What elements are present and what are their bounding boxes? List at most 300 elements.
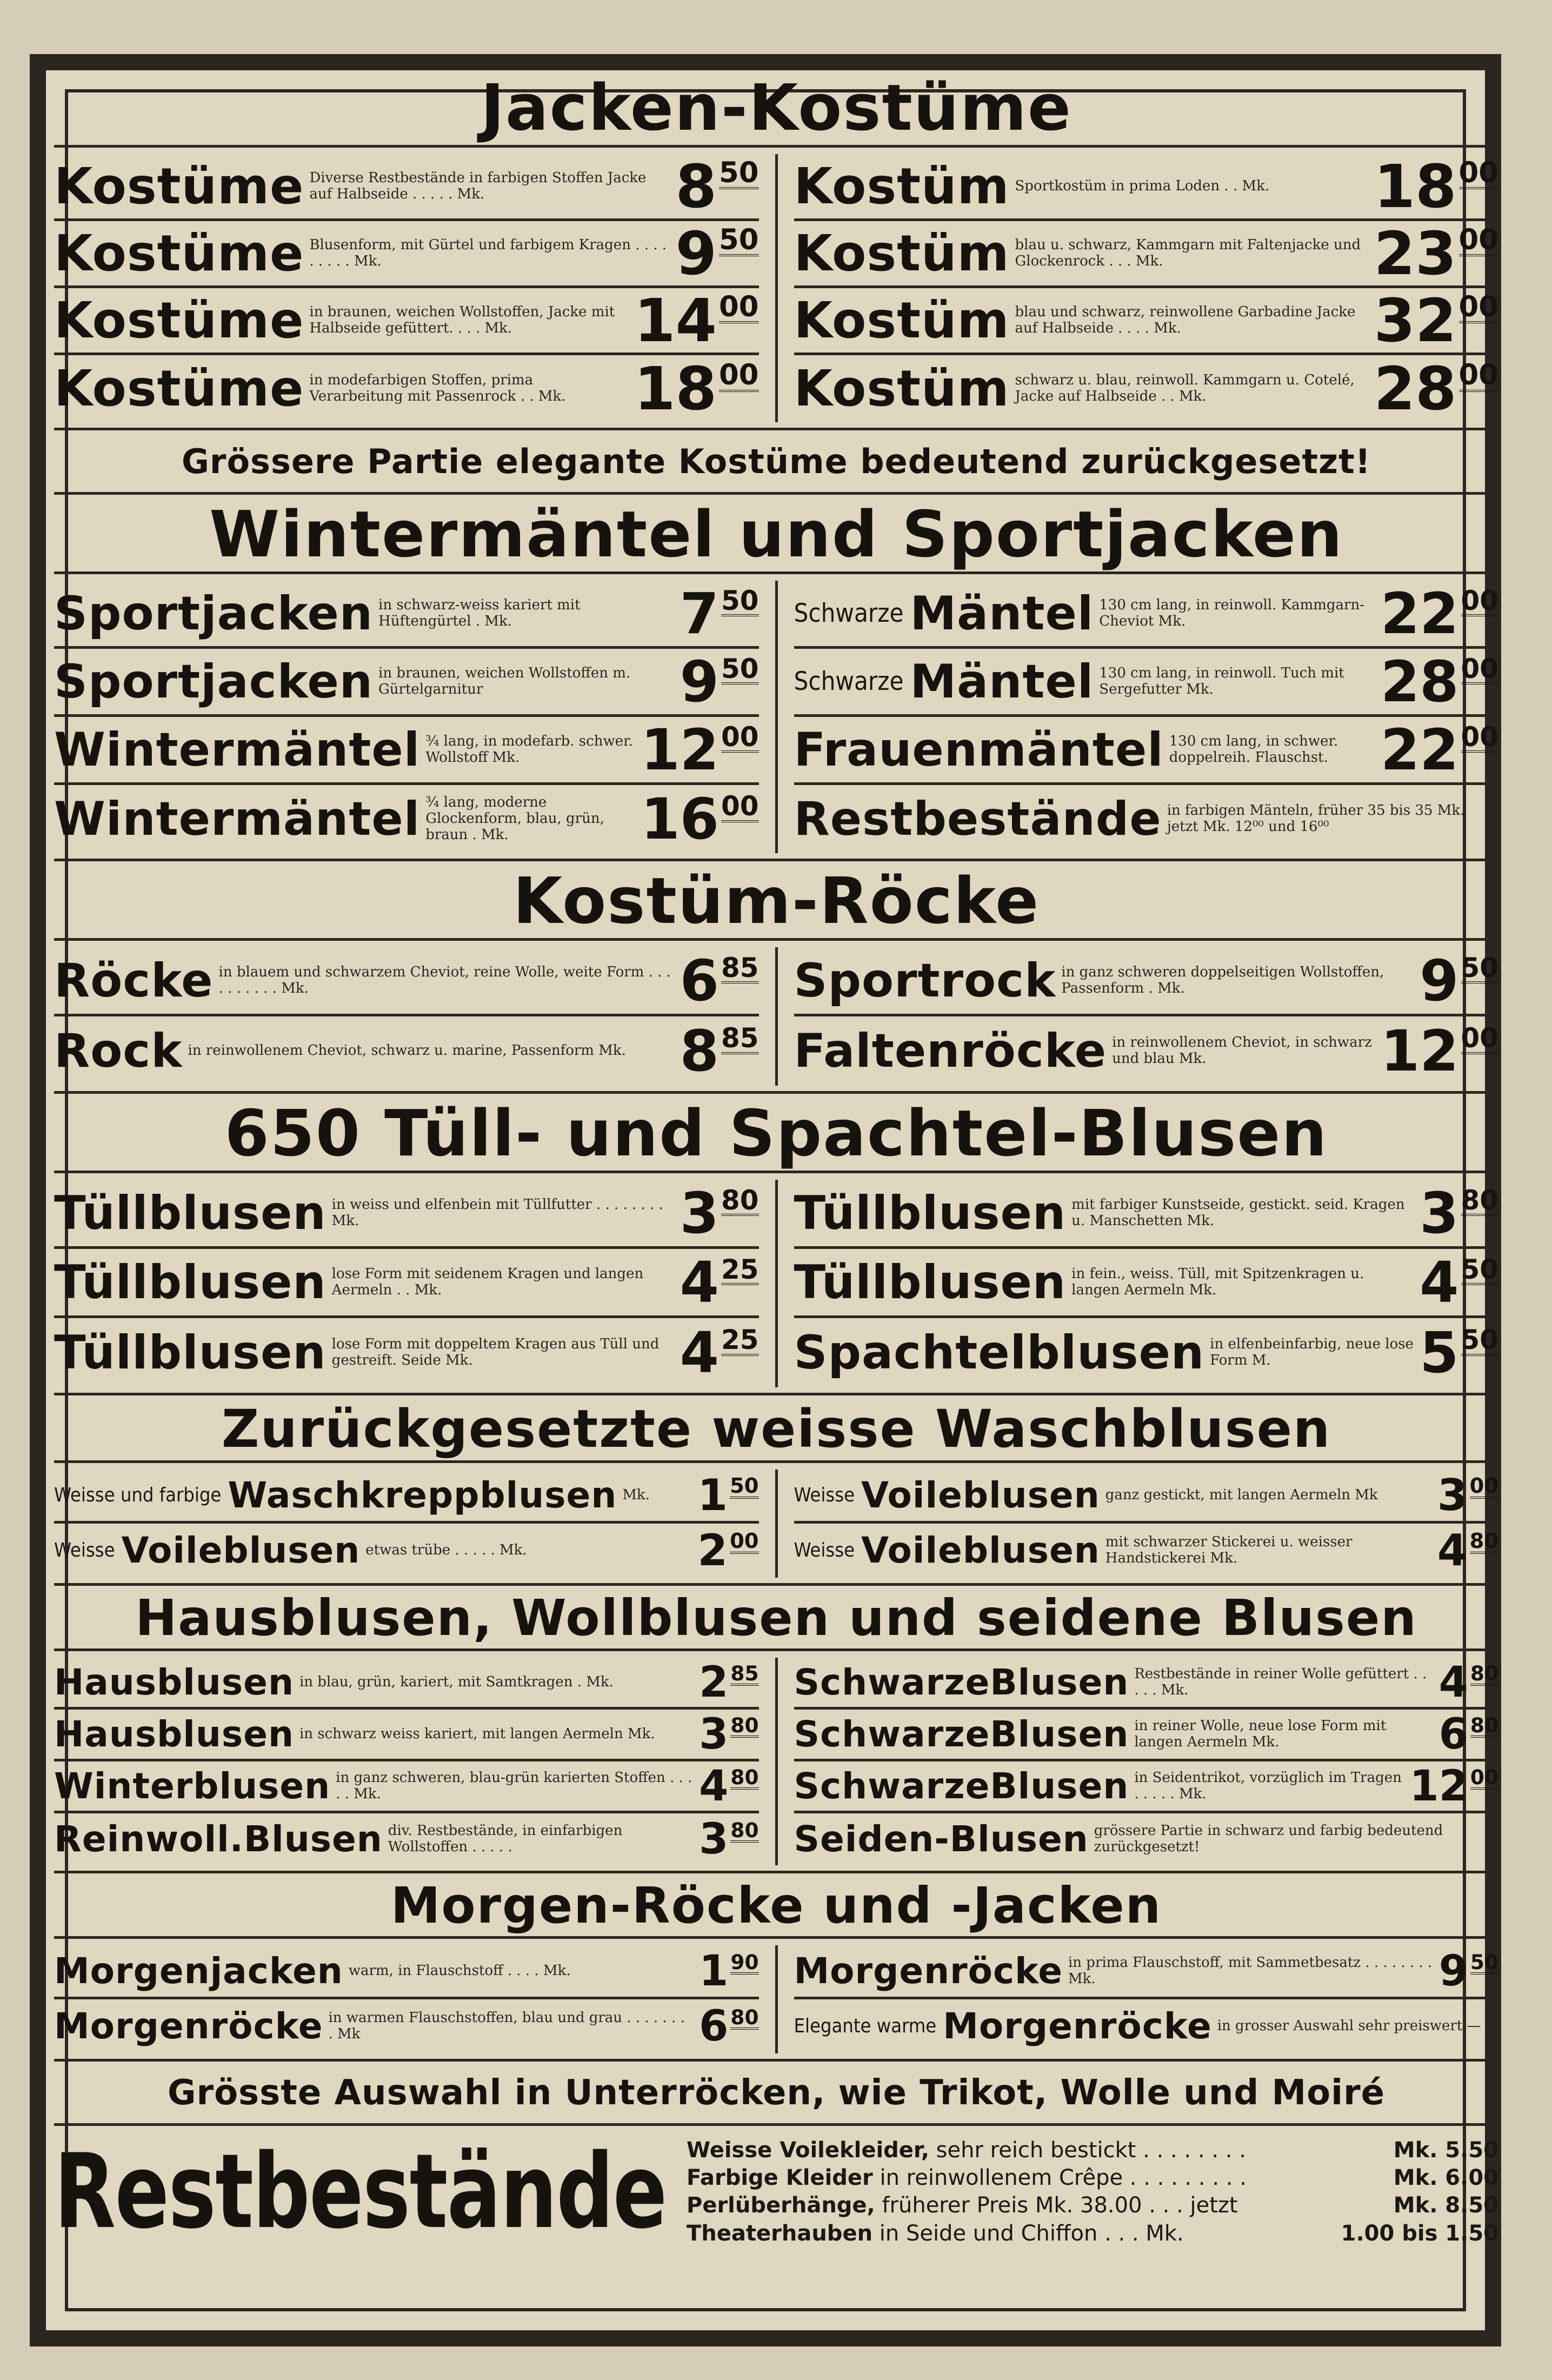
- section-columns: [54, 1180, 1498, 1387]
- item-name: Winterblusen: [54, 1765, 331, 1807]
- left-column: [54, 1658, 759, 1865]
- item-prefix: Schwarze: [794, 667, 904, 696]
- item-name: Faltenröcke: [794, 1024, 1107, 1078]
- item-name: Kostüm: [794, 157, 1010, 215]
- section-columns: [54, 581, 1498, 853]
- divider-rule: [54, 571, 1498, 574]
- section-columns: [54, 151, 1498, 423]
- item-name: Kostüme: [54, 157, 304, 215]
- list-item: [54, 1710, 759, 1761]
- list-item: [794, 1249, 1499, 1318]
- right-column: [794, 1470, 1499, 1578]
- item-price: [1374, 285, 1498, 355]
- price-cents: 50: [721, 584, 759, 616]
- item-name: Kostüme: [54, 291, 304, 349]
- item-name: Hausblusen: [54, 1713, 294, 1755]
- list-item: [794, 1016, 1499, 1086]
- item-price: [1409, 1761, 1498, 1811]
- list-item: [794, 218, 1499, 288]
- item-description: 130 cm lang, in schwer. doppelreih. Flauschst.: [1169, 733, 1338, 766]
- item-name: Wintermäntel: [54, 722, 421, 777]
- price-whole: 4: [680, 1249, 720, 1315]
- list-item: [794, 1318, 1499, 1387]
- advertisement-content: [54, 70, 1498, 2252]
- item-name: Spachtelblusen: [794, 1326, 1205, 1380]
- item-name: Weisse Voilekleider,: [687, 2138, 929, 2163]
- item-description: in warmen Flauschstoffen, blau und grau . . . . . . . . Mk: [328, 2010, 685, 2042]
- item-prefix: Elegante warme: [794, 2015, 937, 2037]
- restbestaende-list: [687, 2137, 1498, 2248]
- price-cents: 00: [721, 721, 759, 753]
- item-name: Farbige Kleider: [687, 2165, 873, 2191]
- price-cents: 50: [719, 223, 759, 256]
- item-price: [1374, 151, 1498, 221]
- list-item: [794, 151, 1499, 221]
- item-price: [1380, 1018, 1498, 1084]
- divider-rule: [54, 1648, 1498, 1651]
- section-s3: [54, 863, 1498, 1094]
- item-price: [1380, 580, 1498, 647]
- divider-rule: [54, 145, 1498, 148]
- item-price: [680, 1180, 759, 1246]
- item-description: in blauem und schwarzem Cheviot, reine Wolle, weite Form . . . . . . . . . . Mk.: [218, 964, 671, 996]
- price-cents: 85: [721, 952, 759, 983]
- left-column: [54, 581, 759, 853]
- section-s7: [54, 1877, 1498, 2126]
- section-title: Jacken-Kostüme: [481, 70, 1072, 145]
- item-description: grössere Partie in schwarz und farbig bedeutend zurückgesetzt!: [1094, 1823, 1443, 1855]
- price-whole: 28: [1380, 648, 1459, 715]
- divider-rule: [54, 2059, 1498, 2062]
- divider-rule: [54, 1393, 1498, 1395]
- item-price: [1438, 1710, 1498, 1759]
- item-text: [687, 2220, 1341, 2248]
- section-columns: [54, 947, 1498, 1086]
- item-description: mit farbiger Kunstseide, gestickt. seid. Kragen u. Manschetten Mk.: [1071, 1196, 1405, 1229]
- divider-rule: [54, 1936, 1498, 1939]
- item-name: Frauenmäntel: [794, 722, 1164, 777]
- item-name: Theaterhauben: [687, 2221, 873, 2246]
- list-item: [794, 1761, 1499, 1813]
- list-item: [794, 355, 1499, 422]
- price-whole: 22: [1380, 716, 1459, 783]
- left-column: [54, 1180, 759, 1387]
- item-description: in blau, grün, kariert, mit Samtkragen . Mk.: [299, 1674, 614, 1690]
- price-whole: 6: [680, 947, 720, 1014]
- item-name: Mäntel: [910, 654, 1094, 709]
- price-whole: 7: [680, 580, 720, 647]
- price-whole: 12: [641, 716, 720, 783]
- left-column: [54, 151, 759, 423]
- price-whole: 23: [1374, 218, 1457, 288]
- list-item: [54, 1761, 759, 1813]
- price-whole: 4: [699, 1761, 729, 1811]
- item-prefix: Weisse: [54, 1539, 115, 1561]
- item-name: Mäntel: [910, 586, 1094, 641]
- price-cents: 25: [721, 1253, 759, 1285]
- item-name: Morgenröcke: [943, 2005, 1212, 2047]
- divider-rule: [54, 938, 1498, 941]
- price-whole: 4: [1420, 1249, 1459, 1315]
- list-item: [794, 285, 1499, 355]
- item-name: Morgenjacken: [54, 1950, 343, 1992]
- price-whole: 12: [1409, 1761, 1468, 1811]
- divider-rule: [54, 428, 1498, 430]
- item-price: [634, 354, 759, 423]
- right-column: [794, 151, 1499, 423]
- price-cents: 00: [721, 790, 759, 822]
- price-cents: 50: [1461, 1324, 1498, 1355]
- list-item: [794, 947, 1499, 1016]
- section-title: Hausblusen, Wollblusen und seidene Blusen: [135, 1589, 1417, 1647]
- item-price: [699, 1658, 759, 1707]
- divider-rule: [54, 1583, 1498, 1586]
- section-columns: [54, 1945, 1498, 2053]
- price-cents: 80: [1461, 1184, 1498, 1216]
- list-item: [794, 1180, 1499, 1249]
- item-name: SchwarzeBlusen: [794, 1765, 1129, 1807]
- item-price: [1420, 947, 1498, 1014]
- item-description: warm, in Flauschstoff . . . . Mk.: [348, 1963, 571, 1979]
- item-description: in prima Flauschstoff, mit Sammetbesatz . . . . . . . . Mk.: [1068, 1954, 1433, 1987]
- item-price: [1438, 1658, 1498, 1707]
- price-cents: 00: [730, 1529, 759, 1553]
- price-whole: 28: [1374, 354, 1457, 423]
- section-s5: [54, 1399, 1498, 1586]
- list-item: [54, 581, 759, 649]
- column-divider: [775, 1945, 778, 2053]
- column-divider: [775, 947, 778, 1086]
- price-whole: 4: [1437, 1525, 1468, 1575]
- list-item: [794, 1524, 1499, 1578]
- right-column: [794, 947, 1499, 1086]
- item-price: [1380, 648, 1498, 715]
- item-description: schwarz u. blau, reinwoll. Kammgarn u. Cotelé, Jacke auf Halbseide . . Mk.: [1015, 373, 1355, 404]
- price-whole: 3: [699, 1815, 729, 1864]
- item-name: Reinwoll.Blusen: [54, 1818, 383, 1860]
- list-item: [794, 1710, 1499, 1761]
- item-price: [1374, 218, 1498, 288]
- item-text: [687, 2192, 1394, 2219]
- price-cents: 00: [719, 358, 759, 391]
- item-name: SchwarzeBlusen: [794, 1713, 1129, 1755]
- item-description: etwas trübe . . . . . Mk.: [365, 1543, 527, 1559]
- item-name: Sportjacken: [54, 654, 374, 709]
- list-item: [687, 2137, 1498, 2164]
- item-prefix: Weisse: [794, 1484, 855, 1506]
- left-column: [54, 1470, 759, 1578]
- right-column: [794, 581, 1499, 853]
- column-divider: [775, 1658, 778, 1865]
- item-prefix: Weisse und farbige: [54, 1484, 222, 1506]
- item-price: [1437, 1525, 1498, 1575]
- item-description: früherer Preis Mk. 38.00 . . . jetzt: [875, 2193, 1238, 2218]
- divider-rule: [54, 1871, 1498, 1873]
- price-cents: 80: [730, 1818, 759, 1842]
- section-banner: Grössere Partie elegante Kostüme bedeutend zurückgesetzt!: [181, 442, 1371, 481]
- column-divider: [775, 1180, 778, 1387]
- list-item: [687, 2220, 1498, 2248]
- item-name: Waschkreppblusen: [228, 1474, 617, 1516]
- column-divider: [775, 154, 778, 422]
- item-name: Röcke: [54, 953, 214, 1008]
- list-item: [54, 355, 759, 422]
- item-price: [675, 218, 759, 288]
- section-title: Wintermäntel und Sportjacken: [209, 497, 1343, 571]
- item-description: 130 cm lang, in reinwoll. Tuch mit Sergefutter Mk.: [1099, 665, 1344, 697]
- price-whole: 6: [699, 2002, 729, 2051]
- price-whole: 3: [1437, 1470, 1468, 1520]
- price-cents: 25: [721, 1324, 759, 1355]
- item-price: [699, 1761, 759, 1811]
- item-name: Kostüme: [54, 360, 304, 417]
- price-cents: 00: [1461, 1022, 1498, 1054]
- right-column: [794, 1658, 1499, 1865]
- item-description: in reinwollenem Crêpe . . . . . . . . .: [872, 2165, 1247, 2191]
- divider-rule: [54, 1460, 1498, 1463]
- item-description: in braunen, weichen Wollstoffen, Jacke mit Halbseide gefüttert. . . . Mk.: [309, 304, 615, 336]
- left-column: [54, 947, 759, 1086]
- item-name: Perlüberhänge,: [687, 2193, 875, 2218]
- item-name: Voileblusen: [121, 1530, 361, 1571]
- item-name: Hausblusen: [54, 1661, 294, 1703]
- price-whole: 3: [1420, 1180, 1459, 1246]
- item-name: Tüllblusen: [54, 1326, 327, 1380]
- item-description: ganz gestickt, mit langen Aermeln Mk: [1105, 1487, 1378, 1503]
- section-s4: [54, 1096, 1498, 1395]
- price-cents: 80: [1470, 1661, 1498, 1685]
- section-title: Morgen-Röcke und -Jacken: [390, 1877, 1162, 1934]
- price-cents: 90: [730, 1950, 759, 1974]
- list-item: [54, 1524, 759, 1578]
- section-columns: [54, 1658, 1498, 1865]
- right-column: [794, 1180, 1499, 1387]
- list-item: [687, 2164, 1498, 2192]
- item-description: in modefarbigen Stoffen, prima Verarbeitung mit Passenrock . . Mk.: [309, 373, 566, 404]
- item-price: [1420, 1249, 1498, 1315]
- price-whole: 9: [680, 648, 720, 715]
- section-columns: [54, 1470, 1498, 1578]
- price-cents: 85: [730, 1661, 759, 1685]
- item-price: [680, 947, 759, 1014]
- item-description: Sportkostüm in prima Loden . . Mk.: [1015, 178, 1270, 194]
- price-cents: 50: [1461, 952, 1498, 983]
- price-cents: 50: [730, 1473, 759, 1498]
- item-price: Mk. 8.50: [1393, 2193, 1498, 2218]
- item-price: [699, 1710, 759, 1759]
- item-price: Mk. 5.50: [1393, 2138, 1498, 2163]
- item-description: ¾ lang, in modefarb. schwer. Wollstoff Mk.: [425, 733, 633, 766]
- item-description: in braunen, weichen Wollstoffen m. Gürtelgarnitur: [378, 665, 631, 697]
- list-item: [54, 1249, 759, 1318]
- item-description: lose Form mit doppeltem Kragen aus Tüll und gestreift. Seide Mk.: [331, 1337, 660, 1368]
- price-cents: 80: [1470, 1713, 1498, 1737]
- item-price: [699, 1815, 759, 1864]
- price-cents: 85: [721, 1022, 759, 1054]
- list-item: [794, 785, 1499, 853]
- item-description: blau u. schwarz, Kammgarn mit Faltenjacke und Glockenrock . . . Mk.: [1015, 237, 1361, 269]
- price-cents: 00: [1458, 290, 1498, 323]
- price-cents: 50: [1470, 1950, 1498, 1974]
- item-price: [634, 285, 759, 355]
- item-name: Sportrock: [794, 953, 1056, 1008]
- item-name: Kostüm: [794, 360, 1010, 417]
- list-item: [54, 1180, 759, 1249]
- list-item: [54, 1999, 759, 2053]
- item-price: Mk. 6.00: [1393, 2165, 1498, 2191]
- item-price: 1.00 bis 1.50: [1341, 2221, 1498, 2246]
- section-s2: [54, 497, 1498, 861]
- price-cents: 50: [721, 653, 759, 684]
- item-price: [699, 1946, 759, 1996]
- list-item: [54, 1470, 759, 1524]
- section-title: 650 Tüll- und Spachtel-Blusen: [224, 1096, 1328, 1171]
- price-whole: 32: [1374, 285, 1457, 355]
- list-item: [54, 1016, 759, 1086]
- item-description: sehr reich bestickt . . . . . . . .: [929, 2138, 1246, 2163]
- price-whole: 12: [1380, 1018, 1459, 1084]
- price-whole: 2: [699, 1658, 729, 1707]
- price-cents: 00: [1458, 156, 1498, 189]
- price-cents: 80: [730, 1713, 759, 1737]
- item-description: 130 cm lang, in reinwoll. Kammgarn-Cheviot Mk.: [1099, 597, 1364, 629]
- item-prefix: Weisse: [794, 1539, 855, 1561]
- item-price: [697, 1470, 759, 1520]
- price-whole: 9: [1438, 1946, 1468, 1996]
- item-prefix: Schwarze: [794, 599, 904, 628]
- item-name: Seiden-Blusen: [794, 1818, 1089, 1860]
- list-item: [54, 1813, 759, 1865]
- price-whole: 3: [699, 1710, 729, 1759]
- right-column: [794, 1945, 1499, 2053]
- price-whole: 18: [634, 354, 717, 423]
- list-item: [794, 581, 1499, 649]
- price-cents: 50: [719, 156, 759, 189]
- divider-rule: [54, 2123, 1498, 2126]
- item-text: [687, 2137, 1394, 2164]
- list-item: [54, 1318, 759, 1387]
- item-text: [687, 2164, 1394, 2192]
- price-whole: 14: [634, 285, 717, 355]
- item-price: [697, 1525, 759, 1575]
- divider-rule: [54, 1171, 1498, 1173]
- item-price: [680, 648, 759, 715]
- item-description: Mk.: [622, 1487, 650, 1503]
- list-item: [54, 1945, 759, 1999]
- section-title: Kostüm-Röcke: [512, 863, 1040, 938]
- price-whole: 8: [675, 151, 717, 221]
- list-item: [54, 785, 759, 853]
- price-cents: 00: [1461, 653, 1498, 684]
- item-price: [641, 716, 759, 783]
- item-description: Restbestände in reiner Wolle gefüttert . . . . . Mk.: [1134, 1666, 1427, 1698]
- item-description: in farbigen Mänteln, früher 35 bis 35 Mk. jetzt Mk. 12⁰⁰ und 16⁰⁰: [1167, 803, 1465, 835]
- item-price: [680, 1320, 759, 1386]
- item-description: div. Restbestände, in einfarbigen Wollstoffen . . . . .: [388, 1823, 623, 1855]
- price-whole: 9: [1420, 947, 1459, 1014]
- column-divider: [775, 581, 778, 853]
- price-whole: 2: [697, 1525, 728, 1575]
- item-name: Kostüme: [54, 224, 304, 282]
- divider-rule: [54, 492, 1498, 495]
- price-cents: 00: [719, 290, 759, 323]
- item-price: [680, 580, 759, 647]
- item-price: [699, 2002, 759, 2051]
- price-cents: 80: [721, 1184, 759, 1216]
- item-description: in ganz schweren doppelseitigen Wollstoffen, Passenform . Mk.: [1061, 964, 1384, 996]
- item-name: Tüllblusen: [54, 1255, 327, 1309]
- item-price: [1438, 1946, 1498, 1996]
- item-name: Tüllblusen: [794, 1255, 1067, 1309]
- item-description: in elfenbeinfarbig, neue lose Form M.: [1210, 1337, 1414, 1368]
- item-name: Voileblusen: [861, 1530, 1100, 1571]
- price-whole: 22: [1380, 580, 1459, 647]
- section-s6: [54, 1589, 1498, 1873]
- item-description: ¾ lang, moderne Glockenform, blau, grün, braun . Mk.: [425, 795, 604, 843]
- price-cents: 00: [1458, 223, 1498, 256]
- item-name: Wintermäntel: [54, 792, 421, 846]
- item-description: in schwarz-weiss kariert mit Hüftengürtel . Mk.: [378, 597, 581, 629]
- list-item: [54, 947, 759, 1016]
- item-name: Tüllblusen: [794, 1186, 1067, 1240]
- price-whole: 6: [1438, 1710, 1468, 1759]
- divider-rule: [54, 1091, 1498, 1094]
- list-item: [794, 717, 1499, 785]
- price-whole: 3: [680, 1180, 720, 1246]
- price-whole: 1: [699, 1946, 729, 1996]
- item-name: Morgenröcke: [794, 1950, 1063, 1992]
- item-description: in reinwollenem Cheviot, schwarz u. marine, Passenform Mk.: [188, 1043, 626, 1059]
- list-item: [54, 218, 759, 288]
- item-name: Kostüm: [794, 291, 1010, 349]
- item-description: in Seide und Chiffon . . . Mk.: [872, 2221, 1184, 2246]
- left-column: [54, 1945, 759, 2053]
- item-price: [1420, 1320, 1498, 1386]
- price-cents: 00: [1458, 358, 1498, 391]
- price-whole: 18: [1374, 151, 1457, 221]
- item-price: [1437, 1470, 1498, 1520]
- list-item: [794, 1999, 1499, 2053]
- item-price: [680, 1249, 759, 1315]
- item-description: in fein., weiss. Tüll, mit Spitzenkragen u. langen Aermeln Mk.: [1071, 1266, 1364, 1298]
- item-name: Rock: [54, 1024, 183, 1078]
- price-cents: 00: [1469, 1473, 1498, 1498]
- price-whole: 4: [1438, 1658, 1468, 1707]
- item-description: Blusenform, mit Gürtel und farbigem Kragen . . . . . . . . . Mk.: [309, 237, 667, 269]
- price-whole: 8: [680, 1018, 720, 1084]
- item-description: in ganz schweren, blau-grün karierten Stoffen . . . . . Mk.: [336, 1770, 692, 1802]
- list-item: [54, 1658, 759, 1710]
- item-name: Tüllblusen: [54, 1186, 327, 1240]
- item-price: [641, 786, 759, 852]
- list-item: [794, 1470, 1499, 1524]
- item-name: Sportjacken: [54, 586, 374, 641]
- list-item: [687, 2192, 1498, 2219]
- price-cents: 50: [1461, 1253, 1498, 1285]
- price-whole: 16: [641, 786, 720, 852]
- item-description: in reinwollenem Cheviot, in schwarz und blau Mk.: [1112, 1035, 1372, 1067]
- item-price: [680, 1018, 759, 1084]
- price-whole: 1: [697, 1470, 728, 1520]
- price-cents: 80: [1469, 1529, 1498, 1553]
- item-description: in schwarz weiss kariert, mit langen Aermeln Mk.: [299, 1726, 655, 1742]
- price-cents: 80: [730, 1765, 759, 1789]
- restbestaende-block: [54, 2132, 1498, 2252]
- price-whole: 4: [680, 1320, 720, 1386]
- price-whole: 5: [1420, 1320, 1459, 1386]
- divider-rule: [54, 859, 1498, 861]
- list-item: [794, 1813, 1499, 1865]
